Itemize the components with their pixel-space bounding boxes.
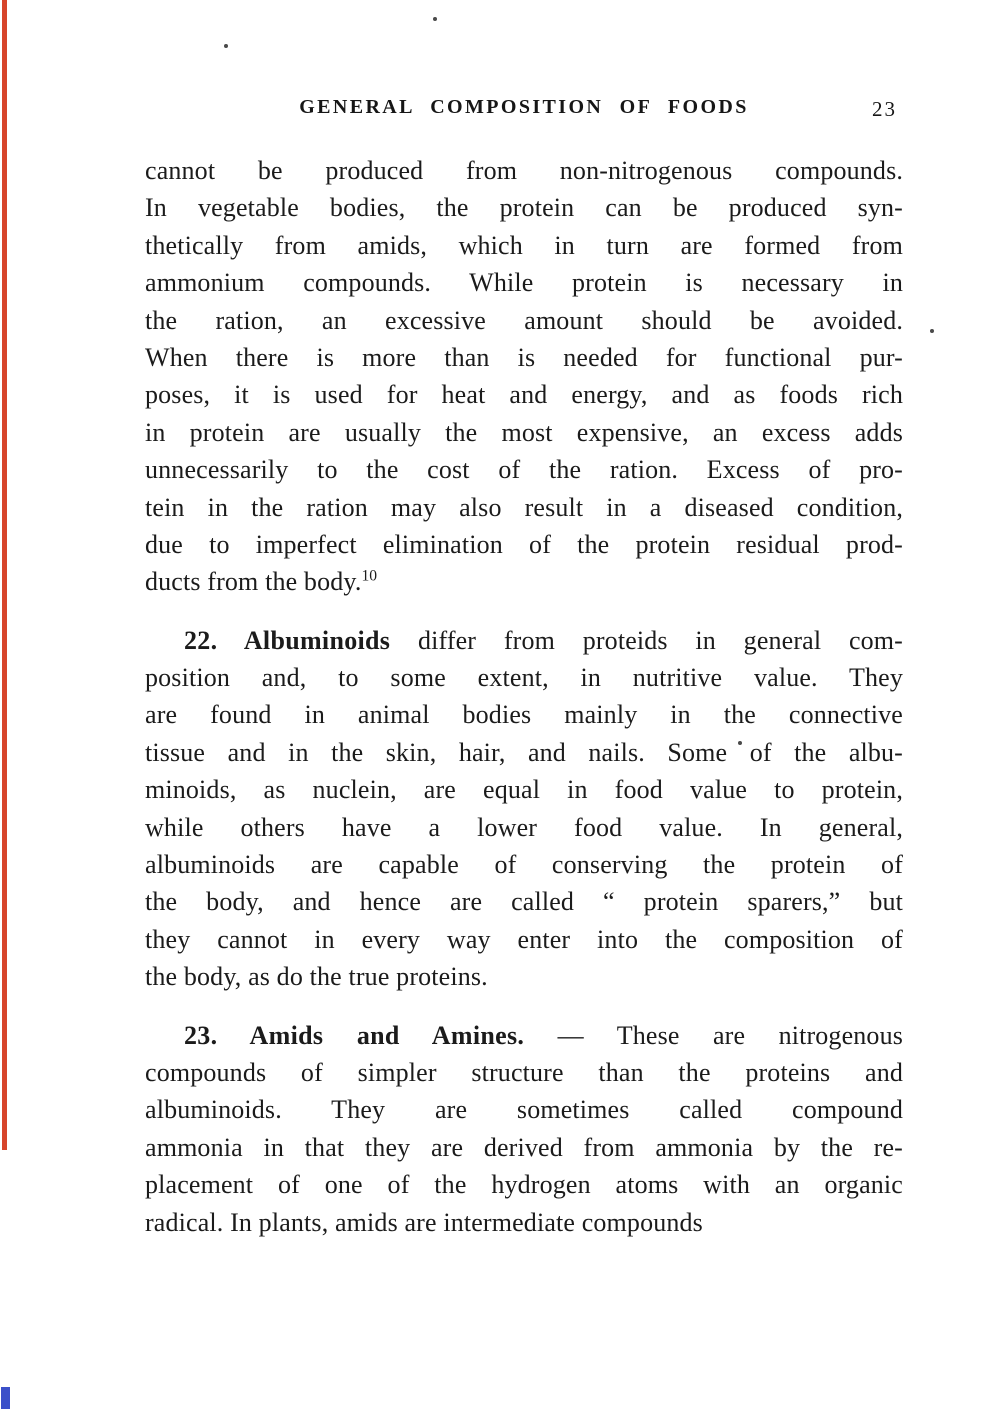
- text-line: unnecessarily to the cost of the ration. Excess of pro-: [145, 455, 903, 485]
- scan-edge-artifact-left: [2, 0, 7, 1150]
- paragraph: [145, 622, 903, 996]
- paragraph: [145, 1017, 903, 1241]
- text-line: position and, to some extent, in nutritive value. They: [145, 663, 903, 693]
- text-line: When there is more than is needed for functional pur-: [145, 342, 903, 372]
- text-line: thetically from amids, which in turn are formed from: [145, 230, 903, 260]
- text-line: ammonium compounds. While protein is necessary in: [145, 268, 903, 298]
- text-line: ducts from the body.$^{10}$: [145, 567, 378, 597]
- text-line: while others have a lower food value. In general,: [145, 812, 903, 842]
- text-line: minoids, as nuclein, are equal in food value to protein,: [145, 775, 903, 805]
- footnote-reference: 10: [361, 567, 378, 585]
- text-line: 22. Albuminoids differ from proteids in general com-: [184, 625, 903, 655]
- bold-lead: 22. Albuminoids: [184, 625, 391, 655]
- text-line: ammonia in that they are derived from ammonia by the re-: [145, 1132, 903, 1162]
- page-title: GENERAL COMPOSITION OF FOODS: [299, 96, 749, 118]
- text-line: cannot be produced from non-nitrogenous compounds.: [145, 156, 903, 185]
- text-line: poses, it is used for heat and energy, and as foods rich: [145, 380, 903, 410]
- text-line: due to imperfect elimination of the protein residual prod-: [145, 529, 903, 559]
- text-line: the ration, an excessive amount should be avoided.: [145, 305, 903, 335]
- scan-edge-artifact-bottom: [1, 1387, 10, 1409]
- text-line: the body, and hence are called “ protein sparers,” but: [145, 887, 903, 917]
- text-line: placement of one of the hydrogen atoms with an organic: [145, 1170, 903, 1200]
- text-line: are found in animal bodies mainly in the connective: [145, 700, 903, 730]
- text-block: [145, 152, 903, 1241]
- text-line: tein in the ration may also result in a diseased condition,: [145, 492, 903, 522]
- text-line: albuminoids are capable of conserving the protein of: [145, 850, 903, 880]
- text-line: in protein are usually the most expensive, an excess adds: [145, 417, 903, 447]
- running-head: [145, 96, 903, 126]
- text-line: tissue and in the skin, hair, and nails. Some of the albu-: [145, 737, 903, 767]
- text-line: In vegetable bodies, the protein can be produced syn-: [145, 193, 903, 223]
- paragraph: [145, 152, 903, 601]
- scan-speck: [433, 17, 437, 21]
- text-line: the body, as do the true proteins.: [145, 962, 488, 992]
- scan-speck: [224, 44, 228, 48]
- page-number: 23: [872, 97, 897, 121]
- text-line: they cannot in every way enter into the composition of: [145, 924, 903, 954]
- text-line: albuminoids. They are sometimes called compound: [145, 1095, 903, 1125]
- text-line: 23. Amids and Amines. — These are nitrogenous: [184, 1020, 903, 1050]
- bold-lead: 23. Amids and Amines.: [184, 1020, 525, 1050]
- text-line: compounds of simpler structure than the proteins and: [145, 1057, 903, 1087]
- text-line: radical. In plants, amids are intermediate compounds: [145, 1207, 703, 1237]
- scan-speck: [930, 329, 934, 333]
